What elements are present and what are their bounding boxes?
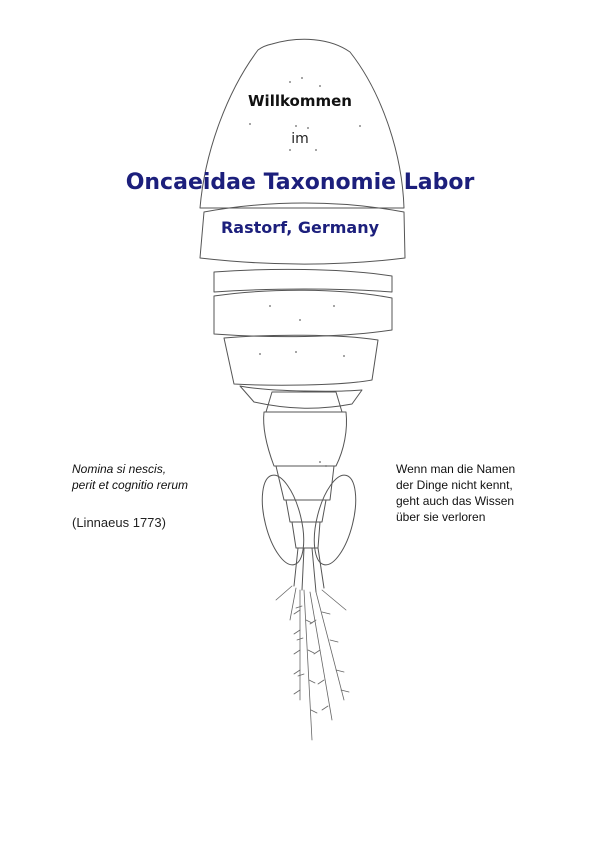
body-segment bbox=[264, 412, 347, 466]
german-quote-line: über sie verloren bbox=[396, 510, 486, 524]
welcome-preposition: im bbox=[291, 131, 309, 147]
caudal-setae bbox=[276, 586, 349, 740]
german-quote-line: Wenn man die Namen bbox=[396, 462, 516, 476]
body-segment bbox=[224, 335, 378, 385]
german-quote-line: der Dinge nicht kennt, bbox=[396, 478, 513, 492]
quote-citation: (Linnaeus 1773) bbox=[72, 515, 166, 530]
german-quote-line: geht auch das Wissen bbox=[396, 494, 515, 508]
lab-location: Rastorf, Germany bbox=[220, 218, 380, 237]
body-segment bbox=[214, 269, 392, 292]
latin-quote bbox=[72, 461, 188, 493]
latin-quote-line: Nomina si nescis, bbox=[72, 462, 167, 476]
german-quote bbox=[396, 461, 515, 525]
lateral-lobe bbox=[254, 471, 311, 569]
lateral-lobe bbox=[306, 471, 363, 569]
lab-title: Oncaeidae Taxonomie Labor bbox=[125, 170, 475, 195]
body-segment bbox=[266, 392, 342, 412]
body-segment bbox=[214, 290, 392, 336]
latin-quote-line: perit et cognitio rerum bbox=[72, 478, 189, 492]
welcome-heading: Willkommen bbox=[248, 92, 352, 110]
